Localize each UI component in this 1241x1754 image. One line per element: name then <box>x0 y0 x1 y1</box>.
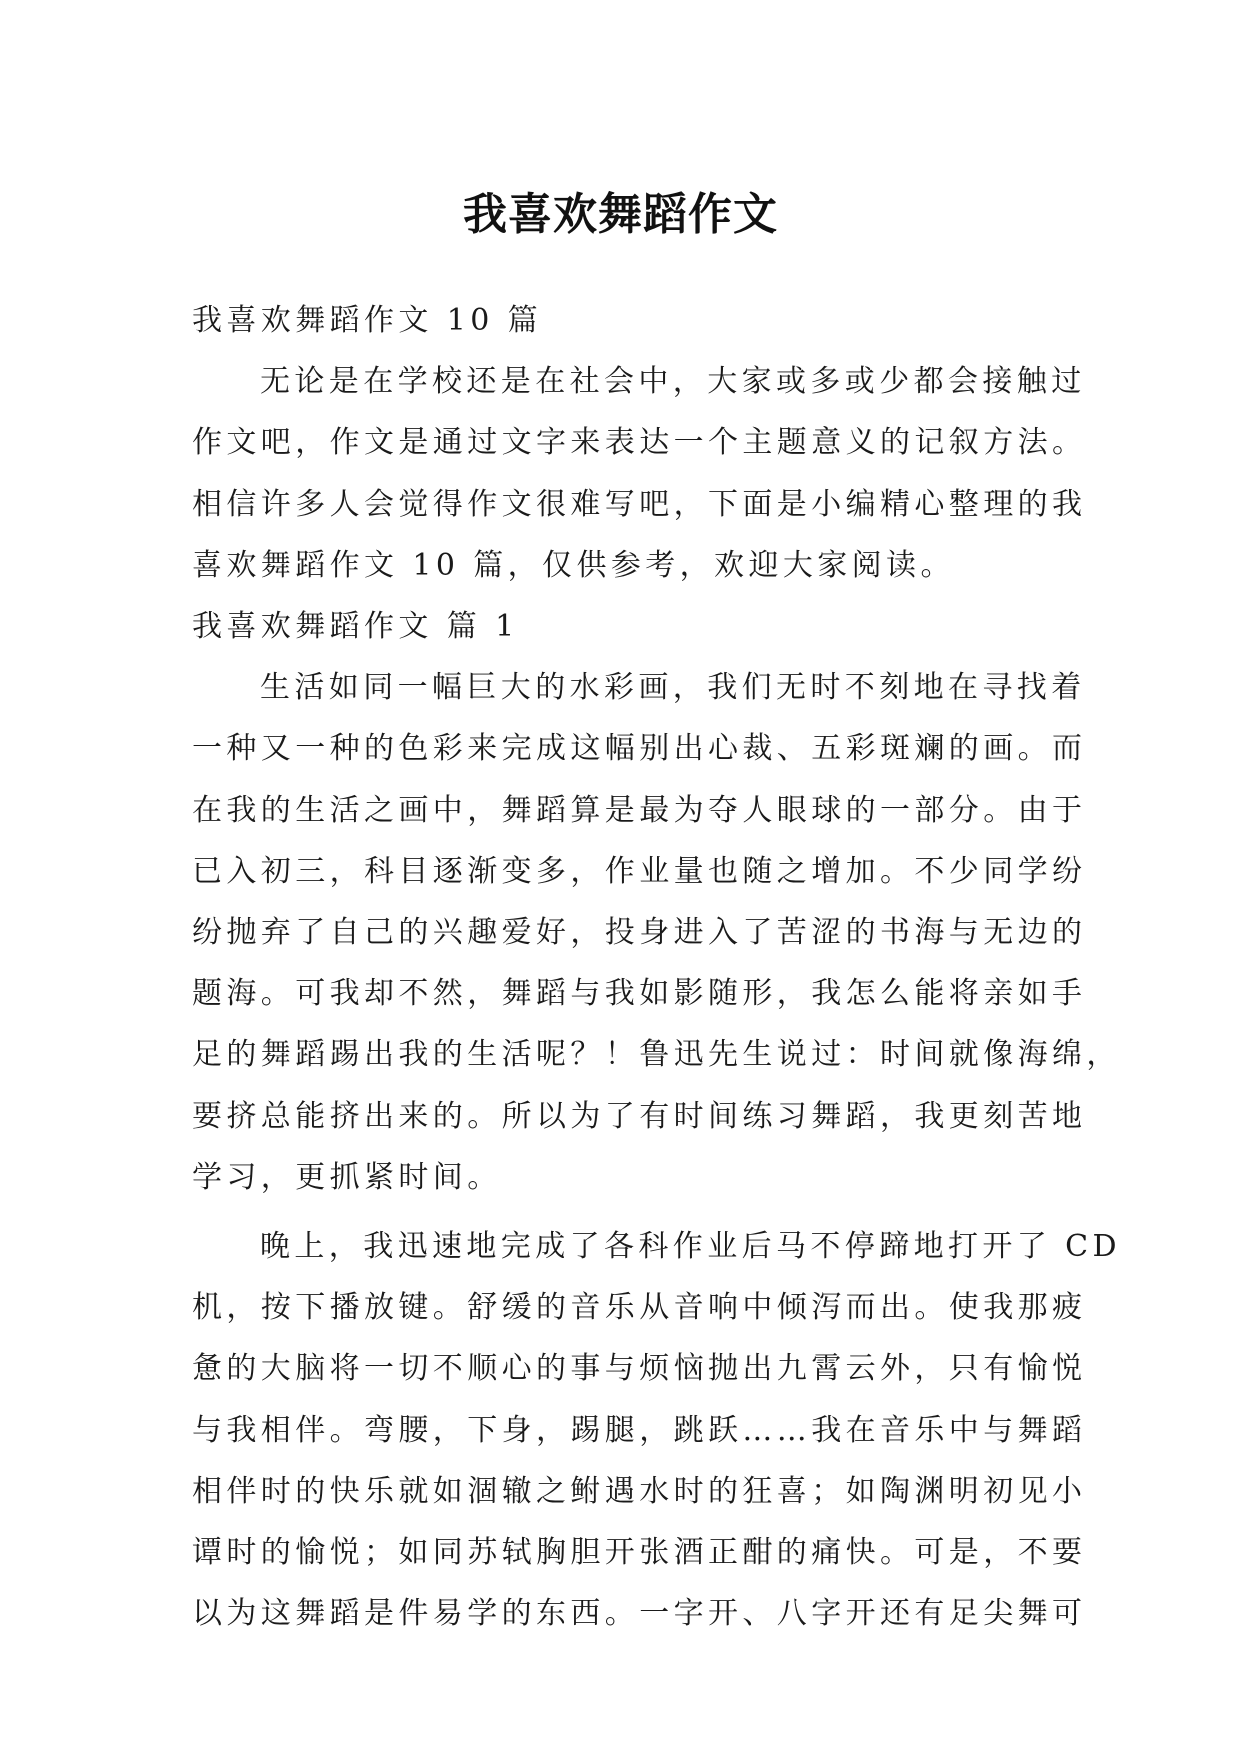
section-heading: 我喜欢舞蹈作文 篇 1 <box>192 609 519 645</box>
text-line: 纷抛弃了自己的兴趣爱好，投身进入了苦涩的书海与无边的 <box>192 915 1087 951</box>
text-line: 相伴时的快乐就如涸辙之鲋遇水时的狂喜；如陶渊明初见小 <box>192 1473 1087 1509</box>
text-line: 一种又一种的色彩来完成这幅别出心裁、五彩斑斓的画。而 <box>192 731 1087 767</box>
body-paragraph-2 <box>192 1216 1121 1644</box>
text-line: 学习，更抓紧时间。 <box>192 1159 502 1195</box>
text-line: 谭时的愉悦；如同苏轼胸胆开张酒正酣的痛快。可是，不要 <box>192 1535 1087 1571</box>
text-line: 晚上，我迅速地完成了各科作业后马不停蹄地打开了 CD <box>260 1229 1121 1265</box>
text-line: 要挤总能挤出来的。所以为了有时间练习舞蹈，我更刻苦地 <box>192 1098 1087 1134</box>
document-title: 我喜欢舞蹈作文 <box>463 189 778 241</box>
text-line: 在我的生活之画中，舞蹈算是最为夺人眼球的一部分。由于 <box>192 792 1087 828</box>
text-line: 惫的大脑将一切不顺心的事与烦恼抛出九霄云外，只有愉悦 <box>192 1351 1087 1387</box>
intro-paragraph <box>192 351 1087 596</box>
body-paragraph-1 <box>192 657 1121 1208</box>
text-line: 题海。可我却不然，舞蹈与我如影随形，我怎么能将亲如手 <box>192 976 1087 1012</box>
text-line: 生活如同一幅巨大的水彩画，我们无时不刻地在寻找着 <box>260 670 1086 706</box>
subtitle-line: 我喜欢舞蹈作文 10 篇 <box>192 303 543 338</box>
text-line: 以为这舞蹈是件易学的东西。一字开、八字开还有足尖舞可 <box>192 1596 1087 1632</box>
text-line: 机，按下播放键。舒缓的音乐从音响中倾泻而出。使我那疲 <box>192 1290 1087 1326</box>
text-line: 已入初三，科目逐渐变多，作业量也随之增加。不少同学纷 <box>192 853 1087 889</box>
document-body <box>192 290 1121 1644</box>
text-line: 与我相伴。弯腰，下身，踢腿，跳跃……我在音乐中与舞蹈 <box>192 1412 1087 1448</box>
text-line: 无论是在学校还是在社会中，大家或多或少都会接触过 <box>260 364 1086 400</box>
text-line: 作文吧，作文是通过文字来表达一个主题意义的记叙方法。 <box>192 425 1087 461</box>
text-line: 喜欢舞蹈作文 10 篇，仅供参考，欢迎大家阅读。 <box>192 547 955 583</box>
text-line: 相信许多人会觉得作文很难写吧，下面是小编精心整理的我 <box>192 486 1087 522</box>
text-line: 足的舞蹈踢出我的生活呢？！鲁迅先生说过：时间就像海绵， <box>192 1037 1121 1073</box>
